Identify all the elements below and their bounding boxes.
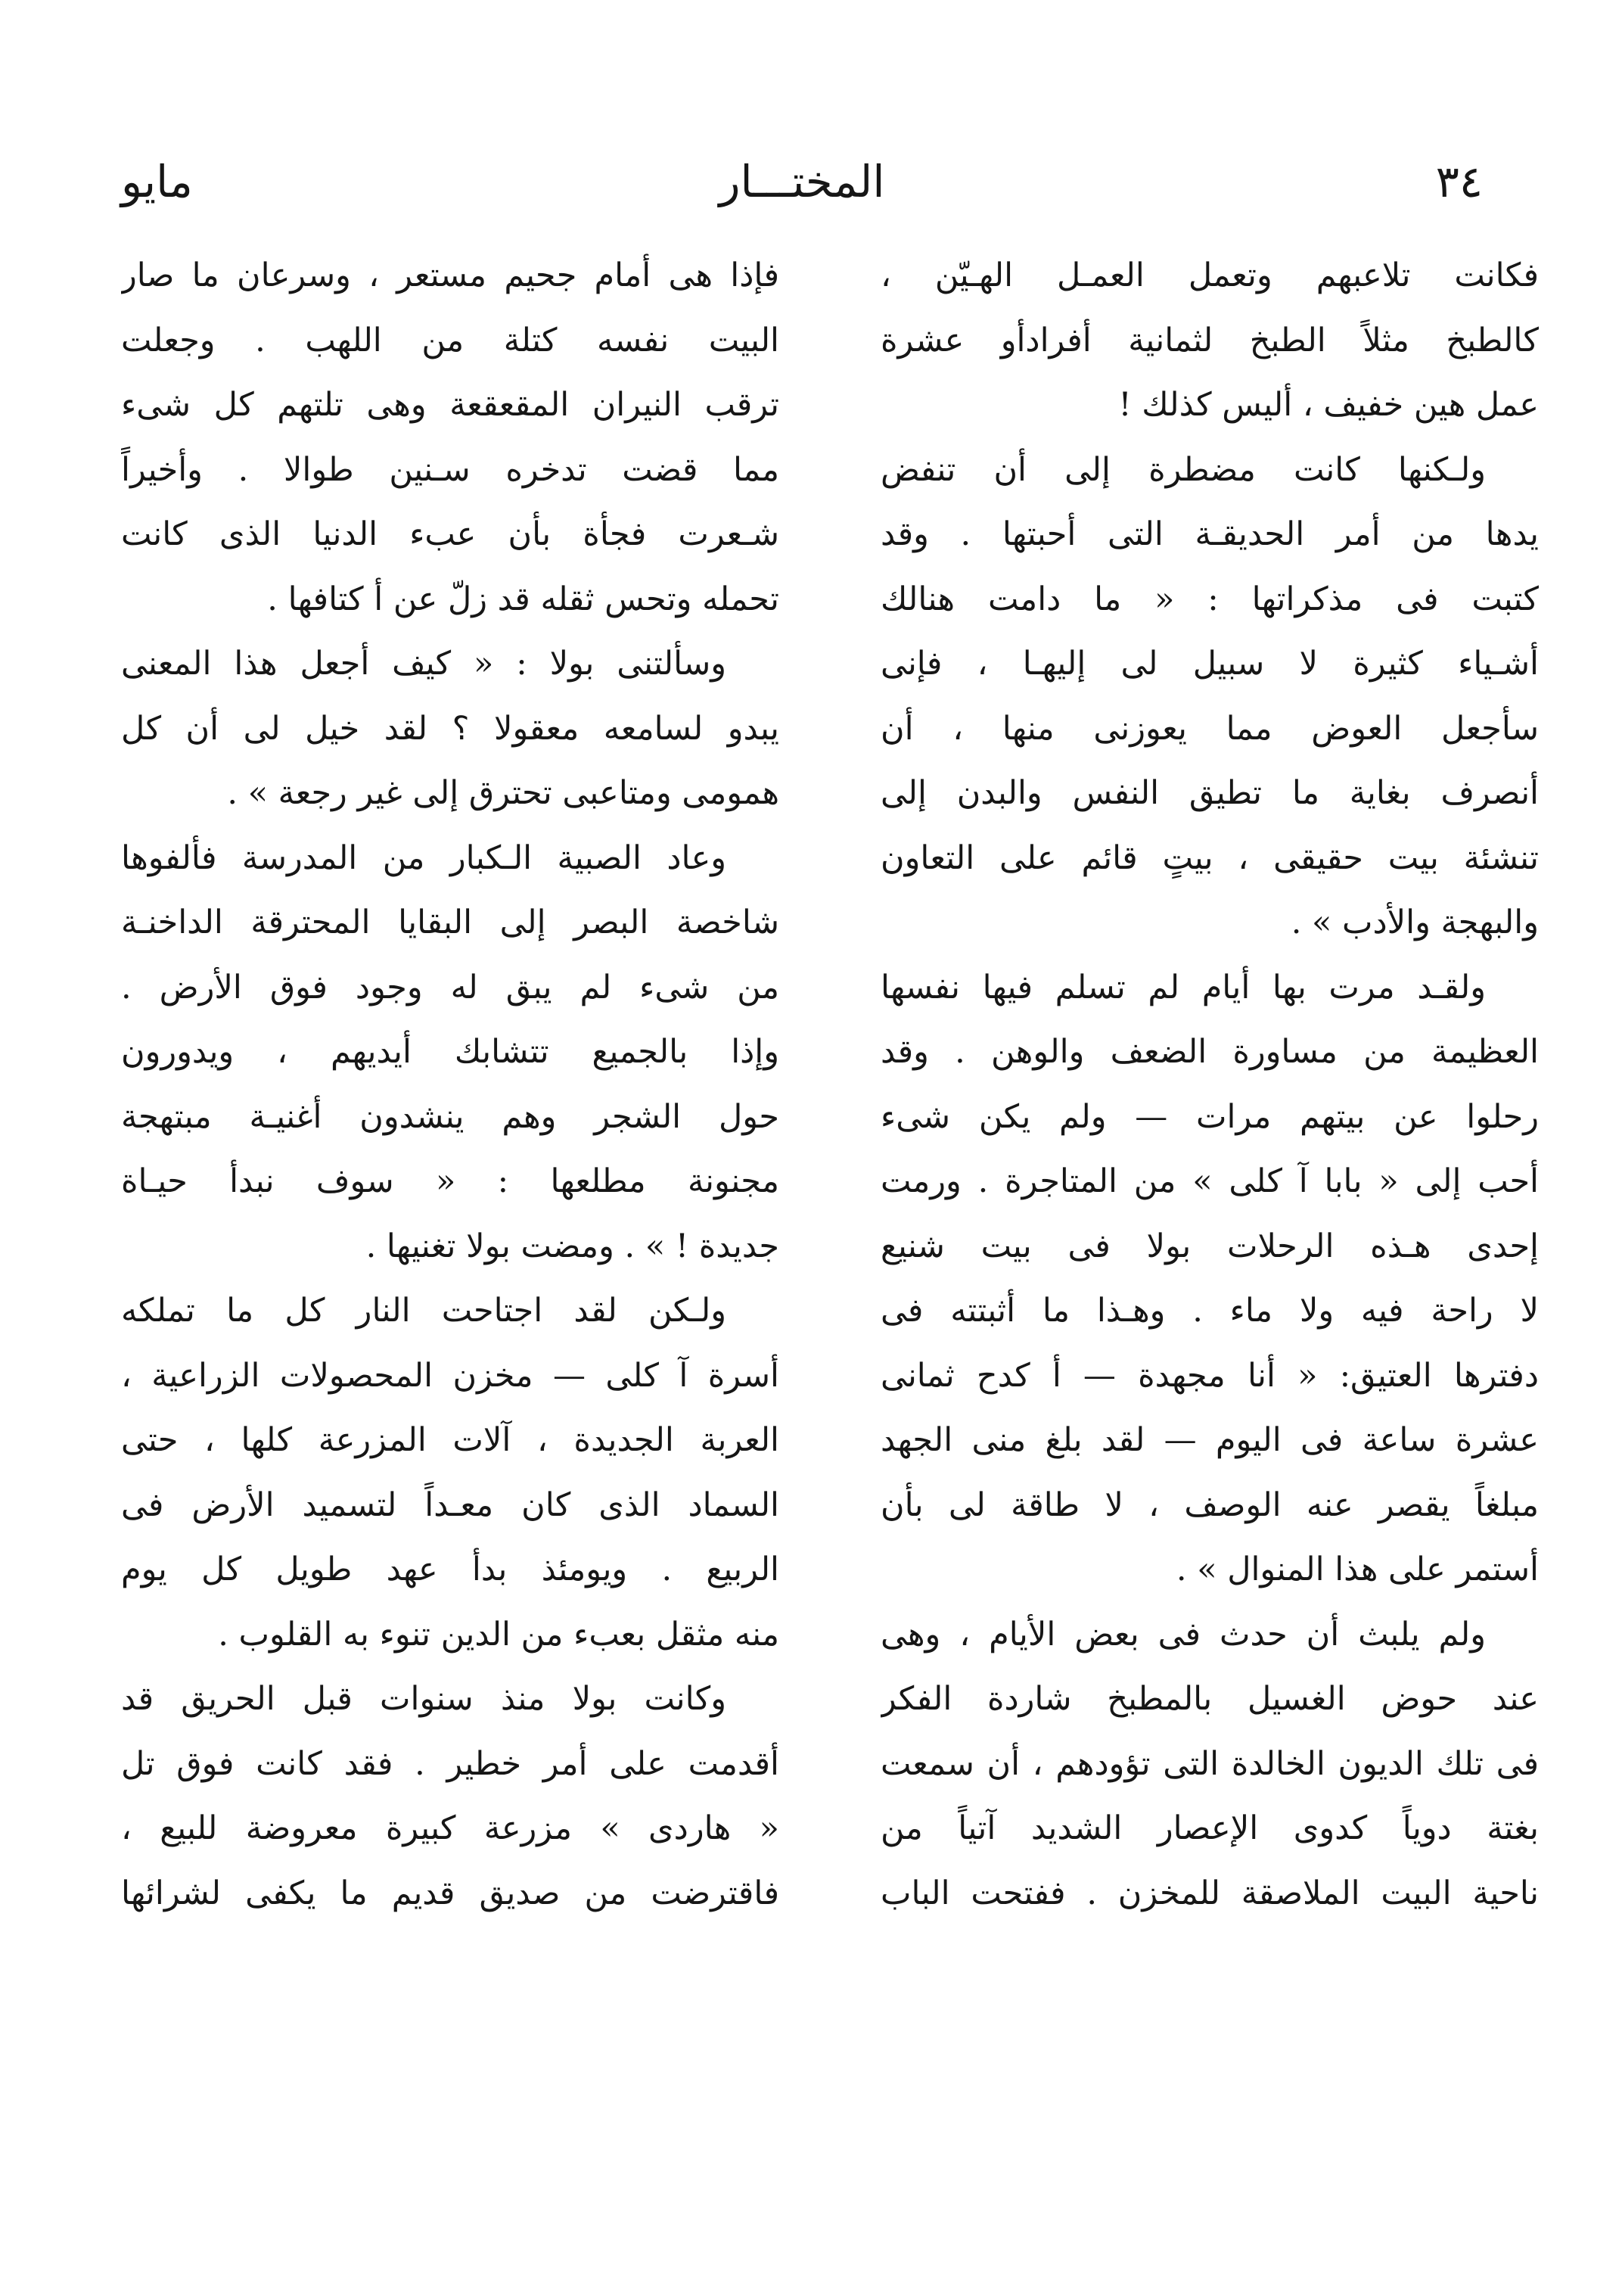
text-line: والبهجة والأدب » . [1291, 904, 1539, 941]
text-line: تنشئة بيت حقيقى ، بيتٍ قائم على التعاون [881, 838, 1539, 877]
text-line: « هاردى » مزرعة كبيرة معروضة للبيع ، [121, 1809, 779, 1847]
page-number: ٣٤ [1435, 156, 1483, 207]
text-line: ولم يلبث أن حدث فى بعض الأيام ، وهى [881, 1615, 1486, 1654]
text-line: عشرة ساعة فى اليوم — لقد بلغ منى الجهد [881, 1421, 1539, 1459]
text-line: رحلوا عن بيتهم مرات — ولم يكن شىء [881, 1097, 1539, 1136]
running-title: المختـــار [719, 156, 885, 207]
text-line: سأجعل العوض مما يعوزنى منها ، أن [881, 709, 1539, 748]
text-line: فى تلك الديون الخالدة التى تؤودهم ، أن سمعت [881, 1744, 1539, 1783]
text-line: فاقترضت من صديق قديم ما يكفى لشرائها [121, 1874, 779, 1912]
text-line: إحدى هـذه الرحلات بولا فى بيت شنيع [881, 1227, 1539, 1265]
text-line: مبلغاً يقصر عنه الوصف ، لا طاقة لى بأن [881, 1486, 1539, 1524]
text-line: أقدمت على أمر خطير . فقد كانت فوق تل [121, 1744, 779, 1783]
issue-month: مايو [121, 156, 193, 207]
text-line: مجنونة مطلعها : « سوف نبدأ حيـاة [121, 1162, 779, 1200]
text-line: حول الشجر وهم ينشدون أغنيـة مبتهجة [121, 1097, 779, 1136]
text-line: تحمله وتحس ثقله قد زلّ عن أ كتافها . [267, 580, 779, 618]
text-line: وعاد الصبية الـكبار من المدرسة فألفوها [121, 838, 726, 877]
text-line: وإذا بالجميع تتشابك أيديهم ، ويدورون [121, 1033, 779, 1071]
text-line: الربيع . ويومئذ بدأ عهد طويل كل يوم [121, 1551, 779, 1588]
text-line: العربة الجديدة ، آلات المزرعة كلها ، حتى [121, 1421, 779, 1459]
text-line: ولقـد مرت بها أيام لم تسلم فيها نفسها [881, 968, 1486, 1006]
text-line: السماد الذى كان معـداً لتسميد الأرض فى [121, 1486, 779, 1524]
text-line: وكانت بولا منذ سنوات قبل الحريق قد [121, 1680, 726, 1718]
text-line: لا راحة فيه ولا ماء . وهـذا ما أثبتته فى [881, 1292, 1539, 1330]
text-line: شاخصة البصر إلى البقايا المحترقة الداخنـة [121, 904, 779, 941]
text-line: يبدو لسامعه معقولا ؟ لقد خيل لى أن كل [121, 709, 779, 748]
text-line: أسرة آ كلى — مخزن المحصولات الزراعية ، [121, 1356, 779, 1395]
text-line: جديدة ! » . ومضت بولا تغنيها . [365, 1227, 779, 1265]
text-line: منه مثقل بعبء من الدين تنوء به القلوب . [218, 1615, 779, 1654]
text-line: كالطبخ مثلاً الطبخ لثمانية أفرادأو عشرة [881, 321, 1539, 359]
text-line: العظيمة من مساورة الضعف والوهن . وقد [881, 1033, 1539, 1071]
text-line: ولـكنها كانت مضطرة إلى أن تنفض [881, 450, 1486, 489]
text-line: أنصرف بغاية ما تطيق النفس والبدن إلى [881, 774, 1539, 812]
text-line: ناحية البيت الملاصقة للمخزن . ففتحت الباب [881, 1874, 1539, 1912]
text-line: من شىء لم يبق له وجود فوق الأرض . [121, 968, 779, 1006]
text-line: ترقب النيران المقعقعة وهى تلتهم كل شىء [121, 386, 779, 424]
text-line: همومى ومتاعبى تحترق إلى غير رجعة » . [227, 774, 779, 812]
text-line: فإذا هى أمام جحيم مستعر ، وسرعان ما صار [121, 257, 779, 294]
text-line: شـعرت فجأة بأن عبء الدنيا الذى كانت [121, 515, 779, 553]
text-line: أحب إلى « بابا آ كلى » من المتاجرة . ورمت [881, 1162, 1539, 1200]
text-line: وسألتنى بولا : « كيف أجعل هذا المعنى [121, 645, 726, 683]
text-line: فكانت تلاعبهم وتعمل العمـل الهـيّن ، [881, 257, 1539, 294]
text-line: يدها من أمر الحديقـة التى أحبتها . وقد [881, 515, 1539, 553]
left-text-column [121, 244, 779, 1926]
text-line: البيت نفسه كتلة من اللهب . وجعلت [121, 321, 779, 359]
right-text-column [881, 244, 1539, 1926]
page-header [121, 151, 1483, 212]
text-line: بغتة دوياً كدوى الإعصار الشديد آتياً من [881, 1809, 1539, 1847]
text-line: أستمر على هذا المنوال » . [1176, 1551, 1539, 1588]
text-line: عمل هين خفيف ، أليس كذلك ! [1118, 386, 1539, 424]
text-line: كتبت فى مذكراتها : « ما دامت هنالك [881, 580, 1539, 618]
text-line: ولـكن لقد اجتاحت النار كل ما تملكه [121, 1292, 726, 1330]
text-line: أشـياء كثيرة لا سبيل لى إليهـا ، فإنى [881, 645, 1539, 683]
text-line: دفترها العتيق: « أنا مجهدة — أ كدح ثمانى [881, 1356, 1539, 1395]
text-line: عند حوض الغسيل بالمطبخ شاردة الفكر [881, 1680, 1539, 1718]
text-line: مما قضت تدخره سـنين طوالا . وأخيراً [121, 450, 779, 489]
